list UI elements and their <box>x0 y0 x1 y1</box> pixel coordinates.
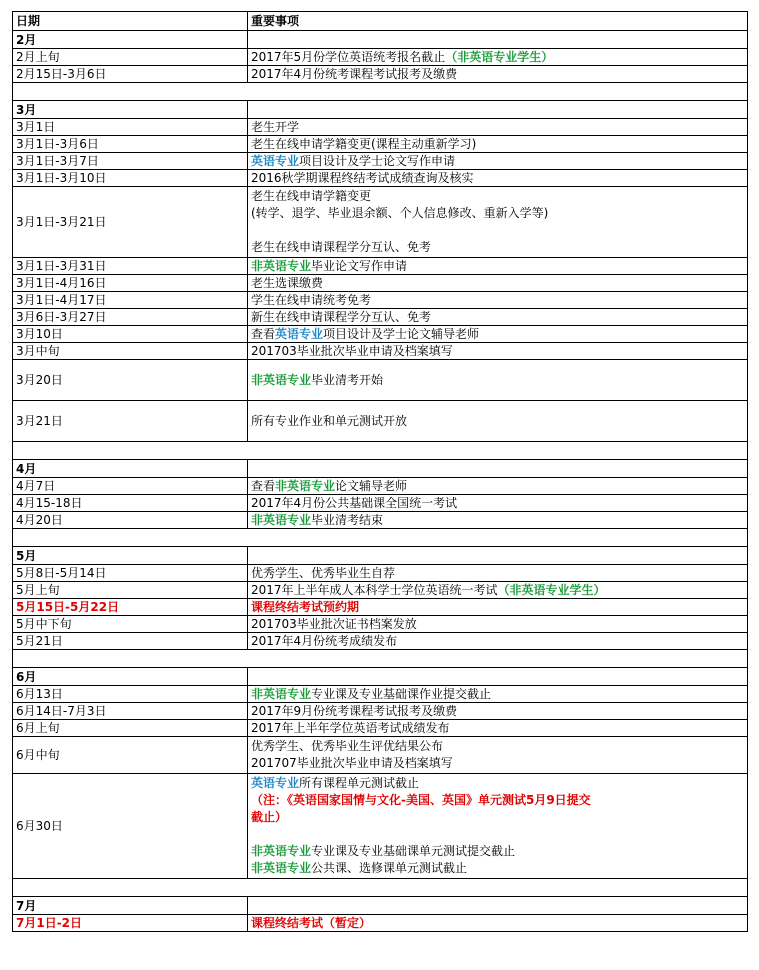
event-text-segment: 非英语专业 <box>251 844 312 858</box>
schedule-row <box>13 774 748 879</box>
event-text-segment: 优秀学生、优秀毕业生评优结果公布 <box>251 739 444 753</box>
event-text-segment: 毕业论文写作申请 <box>311 259 408 273</box>
schedule-row <box>13 703 748 720</box>
event-text-segment: 2017年4月份统考课程考试报考及缴费 <box>251 67 458 81</box>
event-cell <box>248 119 748 136</box>
schedule-row <box>13 343 748 360</box>
event-text-segment: 非英语专业 <box>251 687 312 701</box>
schedule-row <box>13 360 748 401</box>
schedule-body <box>13 12 748 932</box>
event-cell <box>248 737 748 774</box>
event-cell <box>248 582 748 599</box>
event-text-segment: （非英语专业学生） <box>445 50 554 64</box>
event-cell <box>248 187 748 258</box>
date-cell: 6月中旬 <box>13 737 248 774</box>
date-cell: 3月1日-4月16日 <box>13 275 248 292</box>
date-cell: 2月15日-3月6日 <box>13 66 248 83</box>
event-text-segment: 2017年4月份公共基础课全国统一考试 <box>251 496 458 510</box>
date-cell: 3月1日-4月17日 <box>13 292 248 309</box>
event-line <box>251 222 744 239</box>
schedule-row <box>13 599 748 616</box>
schedule-row <box>13 582 748 599</box>
date-cell: 3月中旬 <box>13 343 248 360</box>
month-header-row <box>13 460 748 478</box>
month-label: 5月 <box>13 547 248 565</box>
event-text-segment: 专业课及专业基础课作业提交截止 <box>311 687 492 701</box>
event-text-segment: 截止） <box>251 810 288 824</box>
event-line <box>251 809 744 826</box>
event-cell <box>248 512 748 529</box>
event-line <box>251 188 744 205</box>
event-text-segment: 老生在线申请学籍变更(课程主动重新学习) <box>251 137 477 151</box>
schedule-row <box>13 915 748 932</box>
event-text-segment: 201707毕业批次毕业申请及档案填写 <box>251 756 453 770</box>
event-cell <box>248 360 748 401</box>
spacer-row <box>13 879 748 897</box>
event-cell <box>248 401 748 442</box>
event-cell <box>248 495 748 512</box>
date-cell: 5月中下旬 <box>13 616 248 633</box>
spacer-cell <box>13 442 748 460</box>
event-text-segment: 201703毕业批次证书档案发放 <box>251 617 417 631</box>
event-text-segment: 非英语专业 <box>275 479 336 493</box>
date-cell: 5月上旬 <box>13 582 248 599</box>
schedule-row <box>13 401 748 442</box>
event-text-segment: 非英语专业 <box>251 373 312 387</box>
month-header-row <box>13 897 748 915</box>
schedule-row <box>13 275 748 292</box>
event-cell <box>248 565 748 582</box>
schedule-row <box>13 136 748 153</box>
month-empty-cell <box>248 31 748 49</box>
event-text-segment: 项目设计及学士论文写作申请 <box>299 154 456 168</box>
date-cell: 6月上旬 <box>13 720 248 737</box>
event-line <box>251 738 744 755</box>
schedule-row <box>13 633 748 650</box>
event-cell <box>248 774 748 879</box>
header-event: 重要事项 <box>248 12 748 31</box>
event-text-segment: 2017年4月份统考成绩发布 <box>251 634 398 648</box>
month-header-row <box>13 31 748 49</box>
event-line <box>251 239 744 256</box>
event-text-segment: 老生开学 <box>251 120 300 134</box>
event-text-segment: 专业课及专业基础课单元测试提交截止 <box>311 844 516 858</box>
month-empty-cell <box>248 460 748 478</box>
event-cell <box>248 686 748 703</box>
date-cell: 3月1日-3月31日 <box>13 258 248 275</box>
header-date: 日期 <box>13 12 248 31</box>
date-cell: 5月15日-5月22日 <box>13 599 248 616</box>
header-row <box>13 12 748 31</box>
date-cell: 3月1日-3月21日 <box>13 187 248 258</box>
month-empty-cell <box>248 668 748 686</box>
date-cell: 5月21日 <box>13 633 248 650</box>
event-text-segment: 2017年5月份学位英语统考报名截止 <box>251 50 446 64</box>
event-cell <box>248 633 748 650</box>
event-cell <box>248 66 748 83</box>
date-cell: 6月30日 <box>13 774 248 879</box>
schedule-row <box>13 616 748 633</box>
schedule-row <box>13 170 748 187</box>
date-cell: 6月14日-7月3日 <box>13 703 248 720</box>
event-text-segment: 查看 <box>251 479 276 493</box>
schedule-table <box>12 11 748 932</box>
event-text-segment: 课程终结考试（暂定） <box>251 916 372 930</box>
date-cell: 3月1日-3月6日 <box>13 136 248 153</box>
event-text-segment: 英语专业 <box>275 327 324 341</box>
event-text-segment: 毕业清考开始 <box>311 373 384 387</box>
date-cell: 3月10日 <box>13 326 248 343</box>
event-line <box>251 792 744 809</box>
schedule-row <box>13 720 748 737</box>
schedule-row <box>13 258 748 275</box>
event-cell <box>248 326 748 343</box>
event-cell <box>248 153 748 170</box>
event-text-segment: 英语专业 <box>251 154 300 168</box>
schedule-row <box>13 512 748 529</box>
month-label: 3月 <box>13 101 248 119</box>
event-text-segment: 项目设计及学士论文辅导老师 <box>323 327 480 341</box>
event-text-segment: 论文辅导老师 <box>335 479 408 493</box>
event-text-segment: 非英语专业 <box>251 259 312 273</box>
event-line <box>251 843 744 860</box>
event-text-segment: 2016秋学期课程终结考试成绩查询及核实 <box>251 171 474 185</box>
month-empty-cell <box>248 897 748 915</box>
event-cell <box>248 343 748 360</box>
event-text-segment: (转学、退学、毕业退余额、个人信息修改、重新入学等) <box>251 206 549 220</box>
event-cell <box>248 616 748 633</box>
event-line <box>251 205 744 222</box>
spacer-row <box>13 83 748 101</box>
schedule-row <box>13 153 748 170</box>
date-cell: 4月15-18日 <box>13 495 248 512</box>
spacer-row <box>13 650 748 668</box>
event-line <box>251 775 744 792</box>
date-cell: 4月20日 <box>13 512 248 529</box>
month-header-row <box>13 547 748 565</box>
spacer-cell <box>13 879 748 897</box>
month-empty-cell <box>248 101 748 119</box>
date-cell: 3月6日-3月27日 <box>13 309 248 326</box>
date-cell: 7月1日-2日 <box>13 915 248 932</box>
event-cell <box>248 703 748 720</box>
schedule-row <box>13 737 748 774</box>
date-cell: 5月8日-5月14日 <box>13 565 248 582</box>
schedule-row <box>13 49 748 66</box>
date-cell: 3月21日 <box>13 401 248 442</box>
spacer-row <box>13 529 748 547</box>
date-cell: 3月1日-3月7日 <box>13 153 248 170</box>
month-header-row <box>13 101 748 119</box>
event-text-segment: 优秀学生、优秀毕业生自荐 <box>251 566 396 580</box>
event-text-segment: 所有专业作业和单元测试开放 <box>251 414 408 428</box>
event-cell <box>248 170 748 187</box>
month-label: 7月 <box>13 897 248 915</box>
event-cell <box>248 478 748 495</box>
schedule-row <box>13 187 748 258</box>
schedule-row <box>13 565 748 582</box>
date-cell: 2月上旬 <box>13 49 248 66</box>
date-cell: 4月7日 <box>13 478 248 495</box>
event-cell <box>248 599 748 616</box>
event-text-segment: 学生在线申请统考免考 <box>251 293 372 307</box>
event-cell <box>248 258 748 275</box>
month-label: 6月 <box>13 668 248 686</box>
month-empty-cell <box>248 547 748 565</box>
event-text-segment: 非英语专业 <box>251 861 312 875</box>
event-text-segment: 公共课、选修课单元测试截止 <box>311 861 468 875</box>
event-text-segment: 新生在线申请课程学分互认、免考 <box>251 310 432 324</box>
event-cell <box>248 915 748 932</box>
date-cell: 3月20日 <box>13 360 248 401</box>
schedule-row <box>13 478 748 495</box>
event-text-segment: （非英语专业学生） <box>497 583 606 597</box>
event-cell <box>248 292 748 309</box>
schedule-row <box>13 66 748 83</box>
event-text-segment: 英语专业 <box>251 776 300 790</box>
event-cell <box>248 49 748 66</box>
event-text-segment: 非英语专业 <box>251 513 312 527</box>
event-text-segment: 所有课程单元测试截止 <box>299 776 420 790</box>
month-header-row <box>13 668 748 686</box>
event-text-segment: 2017年上半年成人本科学士学位英语统一考试 <box>251 583 498 597</box>
event-text-segment: 2017年9月份统考课程考试报考及缴费 <box>251 704 458 718</box>
spacer-cell <box>13 83 748 101</box>
spacer-cell <box>13 650 748 668</box>
month-label: 2月 <box>13 31 248 49</box>
schedule-row <box>13 292 748 309</box>
date-cell: 3月1日 <box>13 119 248 136</box>
event-line <box>251 826 744 843</box>
spacer-cell <box>13 529 748 547</box>
event-text-segment: 老生选课缴费 <box>251 276 324 290</box>
event-text-segment: 2017年上半年学位英语考试成绩发布 <box>251 721 450 735</box>
event-text-segment: 201703毕业批次毕业申请及档案填写 <box>251 344 453 358</box>
spacer-row <box>13 442 748 460</box>
event-text-segment: 毕业清考结束 <box>311 513 384 527</box>
month-label: 4月 <box>13 460 248 478</box>
event-text-segment: 老生在线申请课程学分互认、免考 <box>251 240 432 254</box>
event-cell <box>248 275 748 292</box>
date-cell: 3月1日-3月10日 <box>13 170 248 187</box>
event-line <box>251 860 744 877</box>
event-line <box>251 755 744 772</box>
schedule-row <box>13 686 748 703</box>
event-cell <box>248 136 748 153</box>
event-text-segment: 老生在线申请学籍变更 <box>251 189 372 203</box>
event-text-segment: （注：《英语国家国情与文化-美国、英国》单元测试5月9日提交 <box>251 793 591 807</box>
schedule-row <box>13 119 748 136</box>
date-cell: 6月13日 <box>13 686 248 703</box>
event-cell <box>248 309 748 326</box>
event-text-segment: 课程终结考试预约期 <box>251 600 360 614</box>
schedule-row <box>13 495 748 512</box>
schedule-row <box>13 309 748 326</box>
schedule-row <box>13 326 748 343</box>
event-cell <box>248 720 748 737</box>
event-text-segment: 查看 <box>251 327 276 341</box>
